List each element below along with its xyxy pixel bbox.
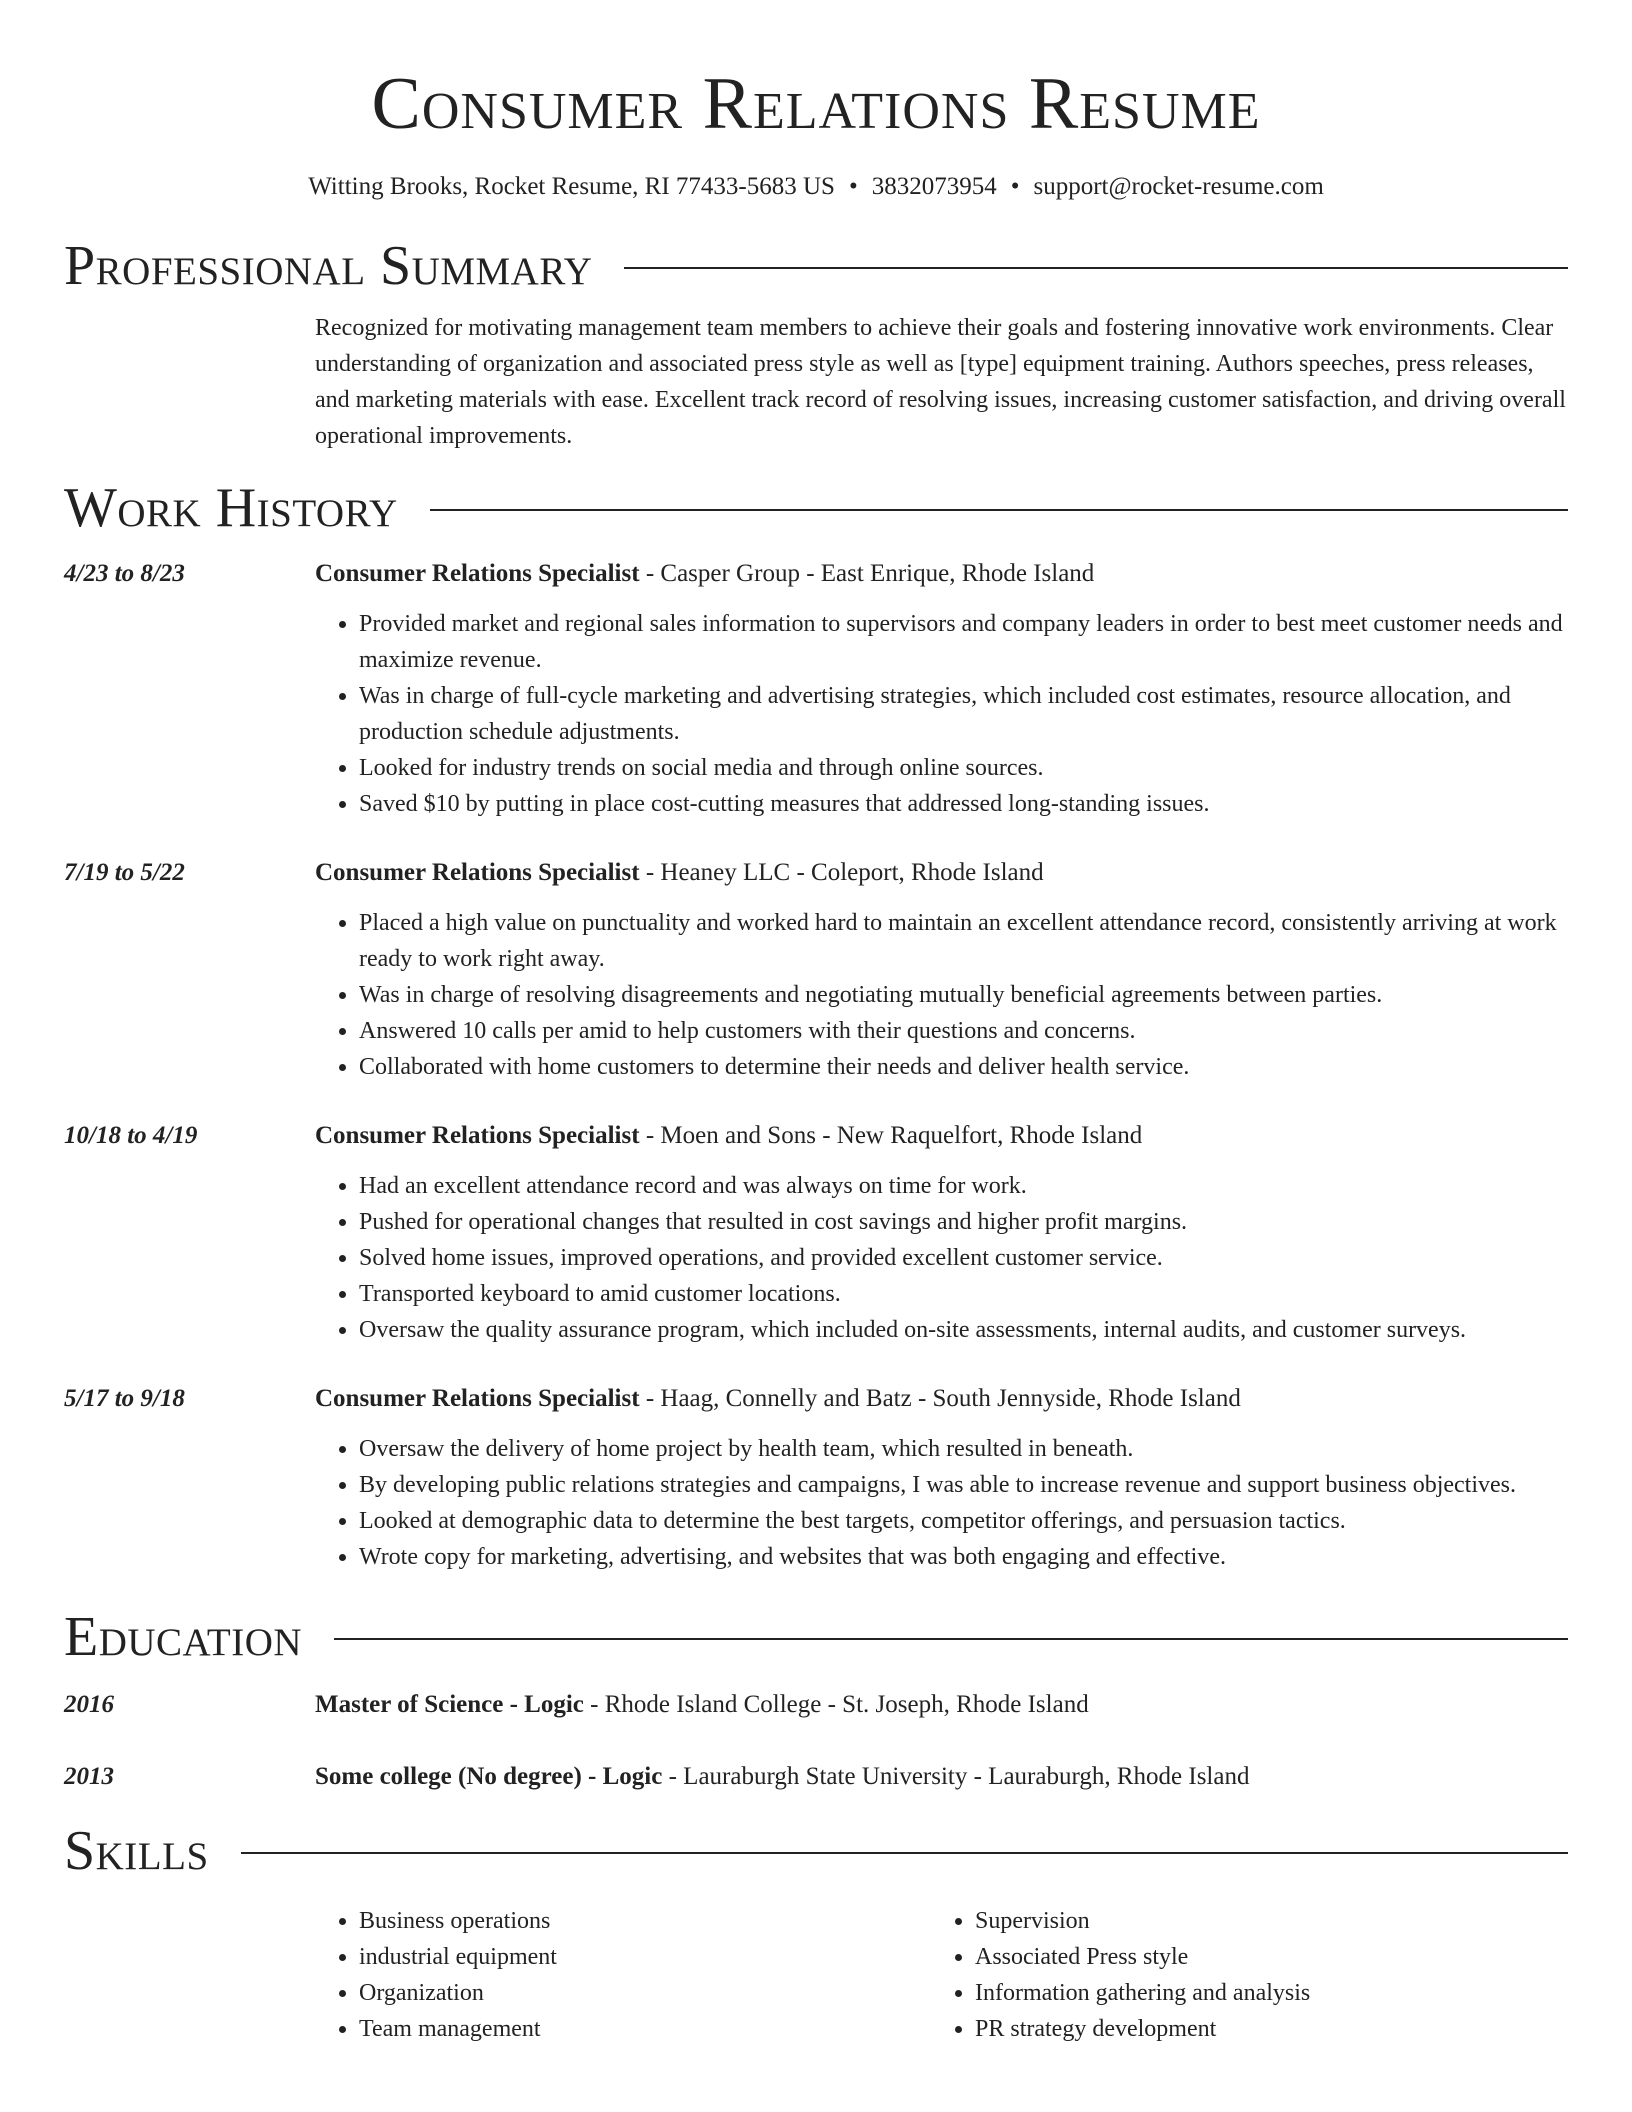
education-entry xyxy=(64,1759,1568,1795)
job-dates: 10/18 to 4/19 xyxy=(64,1122,198,1149)
list-item: • Answered 10 calls per amid to help customers with their questions and concerns. xyxy=(359,1013,1568,1049)
list-item: • Was in charge of resolving disagreements and negotiating mutually beneficial agreements between parties. xyxy=(359,977,1568,1013)
summary-text: Recognized for motivating management team members to achieve their goals and fostering innovative work environments. Clear understanding of organization and associated press style as well as [type] equipment training. Authors speeches, press releases, and marketing materials with ease. Excellent track record of resolving issues, increasing customer satisfaction, and driving overall operational improvements. xyxy=(315,315,1566,449)
education-heading xyxy=(315,1759,1568,1795)
section-header xyxy=(64,1603,1568,1671)
section-title: Professional Summary xyxy=(64,235,593,297)
list-item: • By developing public relations strategies and campaigns, I was able to increase revenue and support business objectives. xyxy=(359,1467,1568,1503)
section-divider xyxy=(334,1638,1568,1640)
contact-separator: • xyxy=(848,173,858,200)
list-item: • Oversaw the quality assurance program, which included on-site assessments, internal audits, and customer surveys. xyxy=(359,1312,1568,1348)
job-dates: 7/19 to 5/22 xyxy=(64,859,185,886)
section-title: Education xyxy=(64,1606,303,1668)
skill-item: • Supervision xyxy=(975,1903,1547,1939)
skill-item: • Information gathering and analysis xyxy=(975,1975,1547,2011)
skills-list xyxy=(315,1903,1568,2047)
contact-phone: 3832073954 xyxy=(871,173,997,200)
list-item: • Looked for industry trends on social media and through online sources. xyxy=(359,750,1568,786)
job-entry xyxy=(64,1118,1568,1348)
section-title: Work History xyxy=(64,477,398,539)
contact-line xyxy=(64,170,1568,204)
job-bullets xyxy=(315,905,1568,1085)
job-details: - Heaney LLC - Coleport, Rhode Island xyxy=(639,859,1044,886)
skills-section xyxy=(64,1817,1568,2047)
job-details: - Moen and Sons - New Raquelfort, Rhode Island xyxy=(639,1122,1143,1149)
job-bullets xyxy=(315,1431,1568,1575)
job-title: Consumer Relations Specialist xyxy=(315,1122,640,1149)
education-year: 2016 xyxy=(64,1691,114,1718)
job-title: Consumer Relations Specialist xyxy=(315,560,640,587)
job-details: - Casper Group - East Enrique, Rhode Island xyxy=(639,560,1095,587)
list-item: • Had an excellent attendance record and was always on time for work. xyxy=(359,1168,1568,1204)
education-year: 2013 xyxy=(64,1763,114,1790)
section-divider xyxy=(430,509,1568,511)
skill-item: • Team management xyxy=(359,2011,931,2047)
job-heading xyxy=(315,556,1568,592)
skill-item: • Organization xyxy=(359,1975,931,2011)
list-item: • Provided market and regional sales information to supervisors and company leaders in order to best meet customer needs and maximize revenue. xyxy=(359,606,1568,678)
job-dates: 5/17 to 9/18 xyxy=(64,1385,185,1412)
section-divider xyxy=(624,267,1568,269)
list-item: • Pushed for operational changes that resulted in cost savings and higher profit margins. xyxy=(359,1204,1568,1240)
contact-email: support@rocket-resume.com xyxy=(1033,173,1324,200)
list-item: • Saved $10 by putting in place cost-cutting measures that addressed long-standing issues. xyxy=(359,786,1568,822)
job-entry xyxy=(64,556,1568,822)
list-item: • Solved home issues, improved operations, and provided excellent customer service. xyxy=(359,1240,1568,1276)
job-heading xyxy=(315,1381,1568,1417)
job-title: Consumer Relations Specialist xyxy=(315,1385,640,1412)
list-item: • Wrote copy for marketing, advertising, and websites that was both engaging and effective. xyxy=(359,1539,1568,1575)
job-dates: 4/23 to 8/23 xyxy=(64,560,185,587)
education-details: - Rhode Island College - St. Joseph, Rhode Island xyxy=(583,1691,1089,1718)
skill-item: • Associated Press style xyxy=(975,1939,1547,1975)
list-item: • Placed a high value on punctuality and worked hard to maintain an excellent attendance record, consistently arriving at work ready to work right away. xyxy=(359,905,1568,977)
list-item: • Was in charge of full-cycle marketing and advertising strategies, which included cost estimates, resource allocation, and production schedule adjustments. xyxy=(359,678,1568,750)
job-details: - Haag, Connelly and Batz - South Jennyside, Rhode Island xyxy=(639,1385,1241,1412)
skill-item: • Business operations xyxy=(359,1903,931,1939)
job-heading xyxy=(315,1118,1568,1154)
education-degree: Master of Science - Logic xyxy=(315,1691,584,1718)
job-heading xyxy=(315,855,1568,891)
contact-address: Witting Brooks, Rocket Resume, RI 77433-5683 US xyxy=(308,173,835,200)
page-title: Consumer Relations Resume xyxy=(371,63,1261,145)
list-item: • Looked at demographic data to determine the best targets, competitor offerings, and persuasion tactics. xyxy=(359,1503,1568,1539)
education-entry xyxy=(64,1687,1568,1723)
section-header xyxy=(64,474,1568,542)
skill-item: • PR strategy development xyxy=(975,2011,1547,2047)
list-item: • Oversaw the delivery of home project by health team, which resulted in beneath. xyxy=(359,1431,1568,1467)
job-entry xyxy=(64,855,1568,1085)
section-title: Skills xyxy=(64,1820,209,1882)
summary-section xyxy=(64,232,1568,454)
contact-separator: • xyxy=(1010,173,1020,200)
section-header xyxy=(64,232,1568,300)
skill-item: • industrial equipment xyxy=(359,1939,931,1975)
list-item: • Collaborated with home customers to determine their needs and deliver health service. xyxy=(359,1049,1568,1085)
education-section xyxy=(64,1603,1568,1795)
resume-page xyxy=(64,0,1568,2047)
skills-column-right xyxy=(931,1903,1547,2047)
skills-column-left xyxy=(315,1903,931,2047)
work-history-section xyxy=(64,474,1568,1575)
job-entry xyxy=(64,1381,1568,1575)
job-bullets xyxy=(315,1168,1568,1348)
section-divider xyxy=(241,1852,1568,1854)
job-title: Consumer Relations Specialist xyxy=(315,859,640,886)
job-bullets xyxy=(315,606,1568,822)
education-degree: Some college (No degree) - Logic xyxy=(315,1763,663,1790)
education-details: - Lauraburgh State University - Lauraburgh, Rhode Island xyxy=(662,1763,1250,1790)
education-heading xyxy=(315,1687,1568,1723)
section-header xyxy=(64,1817,1568,1885)
list-item: • Transported keyboard to amid customer locations. xyxy=(359,1276,1568,1312)
